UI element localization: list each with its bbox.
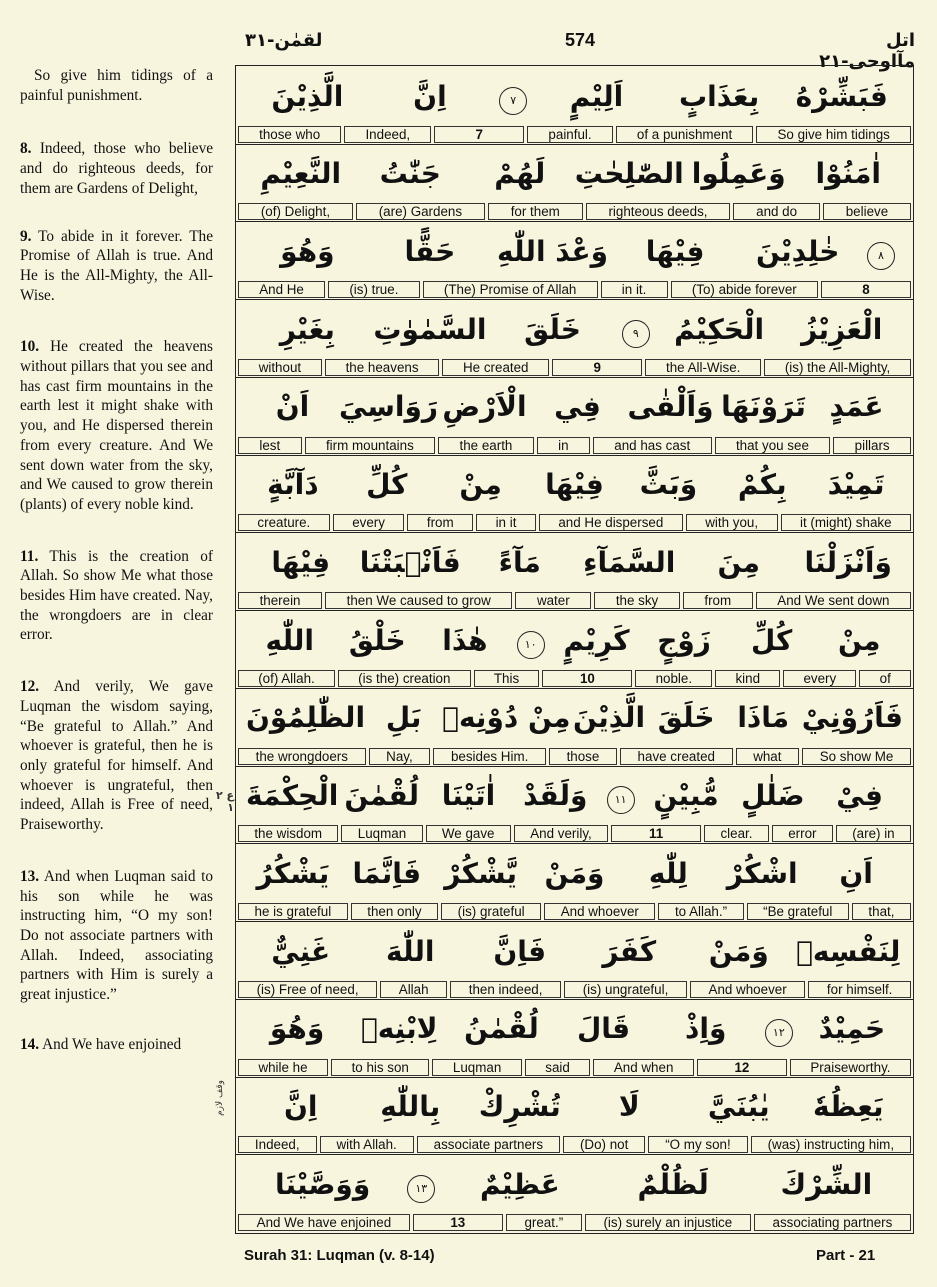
word-translation: and He dispersed — [539, 514, 683, 531]
arabic-word: كَفَرَ — [602, 934, 657, 968]
translation-line — [238, 514, 911, 531]
arabic-word: وَعَمِلُوا — [691, 157, 786, 191]
word-translation: So show Me — [802, 748, 911, 765]
arabic-word: لَا — [618, 1090, 640, 1124]
word-translation: Indeed, — [344, 126, 431, 143]
arabic-line — [236, 377, 913, 437]
word-translation: firm mountains — [305, 437, 436, 454]
verse-row — [236, 843, 913, 922]
verse-number-circle: ٧ — [499, 87, 527, 115]
arabic-word: اَلِيْمٍ — [569, 79, 624, 113]
word-translation: righteous deeds, — [586, 203, 731, 220]
verse-number-circle: ٩ — [622, 320, 650, 348]
arabic-word: قَالَ — [576, 1012, 631, 1046]
arabic-word: جَنّٰتُ — [379, 157, 441, 191]
verse-row — [236, 455, 913, 534]
word-translation: (was) instructing him, — [751, 1136, 911, 1153]
arabic-word: لَهُمْ — [494, 157, 546, 191]
arabic-word: لِنَفْسِهٖ — [796, 934, 901, 968]
verse-row — [236, 1077, 913, 1156]
arabic-word: بِكُمْ — [737, 468, 787, 502]
arabic-line — [236, 144, 913, 204]
arabic-word: ضَلٰلٍ — [741, 779, 805, 813]
word-translation: (is) ungrateful, — [564, 981, 687, 998]
arabic-word: بِاللّٰهِ — [380, 1090, 441, 1124]
translation-line — [238, 126, 911, 143]
translation-line — [238, 1136, 911, 1153]
verse-row — [236, 921, 913, 1000]
word-translation: the All-Wise. — [645, 359, 761, 376]
word-translation: Indeed, — [238, 1136, 317, 1153]
verse-10: 10. He created the heavens without pillars that you see and has cast firm mountains in the earth lest it might shake with you, and He dispersed therein from every creature. And We sent down water from the sky, and We caused to grow therein (plants) of every noble kind. — [20, 338, 213, 513]
arabic-word: السَّمَآءِ — [583, 545, 676, 579]
word-translation: believe — [823, 203, 911, 220]
verse-number-circle: ١١ — [607, 786, 635, 814]
translation-line — [238, 825, 911, 842]
arabic-word: فَاَرُوْنِيْ — [801, 701, 903, 735]
arabic-word: فِيْهَا — [645, 234, 705, 268]
footer-part: Part - 21 — [816, 1247, 876, 1264]
word-translation: in it. — [601, 281, 668, 298]
word-translation: So give him tidings — [756, 126, 911, 143]
arabic-word: تُشْرِكْ — [478, 1090, 561, 1124]
arabic-word: يٰبُنَيَّ — [707, 1090, 770, 1124]
word-translation: that, — [852, 903, 911, 920]
word-translation: And when — [593, 1059, 694, 1076]
ruku-marker: ع ٢ ١ — [215, 789, 234, 814]
arabic-word: لُقْمٰنُ — [464, 1012, 539, 1046]
verse-row — [236, 221, 913, 300]
word-translation: without — [238, 359, 322, 376]
verse-row — [236, 688, 913, 767]
arabic-word: اَنِ — [839, 856, 873, 890]
arabic-word: لِلّٰهِ — [648, 856, 688, 890]
word-translation: (is) Free of need, — [238, 981, 377, 998]
word-translation: besides Him. — [433, 748, 546, 765]
word-translation: to his son — [331, 1059, 429, 1076]
word-translation: while he — [238, 1059, 328, 1076]
word-translation: (Do) not — [563, 1136, 645, 1153]
arabic-line — [236, 299, 913, 359]
word-translation: those who — [238, 126, 341, 143]
verse-11: 11. This is the creation of Allah. So show Me what those besides Him have created. Nay, the wrongdoers are in clear error. — [20, 547, 213, 644]
arabic-word: فَاَنْۢبَتْنَا — [359, 545, 461, 579]
word-translation: Allah — [380, 981, 447, 998]
verse-row — [236, 144, 913, 223]
arabic-word: وَمَنْ — [544, 856, 605, 890]
arabic-word: كُلِّ — [750, 623, 793, 657]
word-translation: Luqman — [432, 1059, 521, 1076]
word-translation: have created — [620, 748, 733, 765]
arabic-word: السَّمٰوٰتِ — [373, 312, 487, 346]
verse-13: 13. And when Luqman said to his son while he was instructing him, “O my son! Do not associate partners with Allah. Indeed, associating partners with Him is surely a great injustice.” — [20, 867, 213, 1004]
word-translation: for himself. — [808, 981, 911, 998]
arabic-word: لُقْمٰنَ — [344, 779, 420, 813]
arabic-word: وَاِذْ — [685, 1012, 727, 1046]
translation-line — [238, 203, 911, 220]
word-translation: in it — [476, 514, 536, 531]
verse-end-marker — [757, 1010, 801, 1047]
word-translation: great.” — [506, 1214, 582, 1231]
word-translation: the wisdom — [238, 825, 338, 842]
arabic-word: فِي — [554, 390, 601, 424]
arabic-line — [236, 688, 913, 748]
translation-line — [238, 437, 911, 454]
verse-number-label: 8 — [821, 281, 911, 298]
arabic-line — [236, 1154, 913, 1214]
word-translation: the wrongdoers — [238, 748, 366, 765]
word-translation: kind — [715, 670, 780, 687]
word-translation: (is) surely an injustice — [585, 1214, 751, 1231]
word-translation: Praiseworthy. — [790, 1059, 911, 1076]
arabic-word: اٰتَيْنَا — [441, 779, 496, 813]
word-translation: then only — [351, 903, 438, 920]
arabic-word: مِنْ — [837, 623, 881, 657]
arabic-word: حَقًّا — [404, 234, 456, 268]
arabic-word: بِعَذَابٍ — [678, 79, 760, 113]
verse-end-marker — [599, 777, 643, 814]
arabic-word: اِنَّ — [413, 79, 447, 113]
arabic-word: وَمَنْ — [708, 934, 769, 968]
verse-end-marker — [614, 311, 658, 348]
arabic-word: وَبَثَّ — [639, 468, 698, 502]
word-translation: “O my son! — [648, 1136, 747, 1153]
translation-line — [238, 981, 911, 998]
verse-number-label: 9 — [552, 359, 642, 376]
word-translation: said — [525, 1059, 591, 1076]
word-translation: then indeed, — [450, 981, 561, 998]
verse-row — [236, 999, 913, 1078]
arabic-word: بِغَيْرِ — [279, 312, 335, 346]
verse-number-circle: ١٠ — [517, 631, 545, 659]
verse-row — [236, 610, 913, 689]
arabic-word: اشْكُرْ — [726, 856, 798, 890]
arabic-word: الَّذِيْنَ — [573, 701, 646, 735]
word-translation: He created — [442, 359, 549, 376]
verse-end-marker — [859, 233, 903, 270]
word-translation: with you, — [686, 514, 778, 531]
word-translation: (is) true. — [328, 281, 420, 298]
word-translation: lest — [238, 437, 302, 454]
arabic-word: اٰمَنُوْا — [815, 157, 881, 191]
word-translation: And verily, — [514, 825, 608, 842]
arabic-word: الشِّرْكَ — [780, 1167, 873, 1201]
arabic-word: خٰلِدِيْنَ — [755, 234, 840, 268]
word-translation: (To) abide forever — [671, 281, 818, 298]
word-translation: water — [515, 592, 591, 609]
arabic-word: رَوَاسِيَ — [339, 390, 438, 424]
word-translation: and has cast — [593, 437, 712, 454]
word-translation: We gave — [426, 825, 511, 842]
arabic-word: فَاِنَّ — [493, 934, 547, 968]
word-translation: in — [537, 437, 590, 454]
verse-end-marker — [491, 78, 535, 115]
arabic-word: فِيْهَا — [271, 545, 331, 579]
word-translation: (is) grateful — [441, 903, 541, 920]
arabic-word: مُّبِيْنٍ — [653, 779, 719, 813]
arabic-word: خَلَقَ — [524, 312, 581, 346]
arabic-word: مَآءً — [498, 545, 541, 579]
arabic-line — [236, 766, 913, 826]
arabic-word: حَمِيْدٌ — [818, 1012, 886, 1046]
word-translation: he is grateful — [238, 903, 348, 920]
translation-line — [238, 1059, 911, 1076]
arabic-line — [236, 999, 913, 1059]
arabic-line — [236, 921, 913, 981]
verse-row — [236, 1154, 913, 1232]
verse-row — [236, 766, 913, 845]
arabic-word: الصّٰلِحٰتِ — [574, 157, 684, 191]
footer-surah-reference: Surah 31: Luqman (v. 8-14) — [244, 1247, 435, 1264]
word-translation: “Be grateful — [747, 903, 849, 920]
word-translation: (are) Gardens — [356, 203, 485, 220]
word-translation: (is the) creation — [338, 670, 471, 687]
arabic-word: خَلْقُ — [348, 623, 406, 657]
header-surah-name: لقمٰن-٣١ — [245, 30, 323, 51]
word-translation: error — [772, 825, 833, 842]
word-translation: from — [683, 592, 753, 609]
translation-line — [238, 903, 911, 920]
word-translation: noble. — [635, 670, 712, 687]
word-translation: Luqman — [341, 825, 422, 842]
arabic-word: لِابْنِهٖ — [360, 1012, 438, 1046]
word-translation: the heavens — [325, 359, 439, 376]
arabic-word: وَهُوَ — [280, 234, 335, 268]
word-translation: pillars — [833, 437, 911, 454]
arabic-line — [236, 66, 913, 126]
arabic-word: اللّٰهِ — [265, 623, 314, 657]
word-translation: from — [407, 514, 473, 531]
arabic-word: يَشْكُرُ — [256, 856, 330, 890]
translation-column — [20, 66, 213, 1054]
arabic-line — [236, 1077, 913, 1137]
arabic-word: عَمَدٍ — [829, 390, 884, 424]
verse-number-label: 13 — [413, 1214, 503, 1231]
word-translation: painful. — [527, 126, 612, 143]
arabic-line — [236, 221, 913, 281]
word-translation: And We have enjoined — [238, 1214, 410, 1231]
arabic-word: عَظِيْمٌ — [479, 1167, 560, 1201]
word-translation: (of) Delight, — [238, 203, 353, 220]
arabic-word: الْعَزِيْزُ — [801, 312, 883, 346]
word-translation: what — [736, 748, 800, 765]
arabic-word: فِيْ — [836, 779, 883, 813]
word-translation: This — [474, 670, 540, 687]
waqf-marker: وقف لازم — [215, 1080, 225, 1116]
word-translation: clear. — [704, 825, 769, 842]
word-translation: it (might) shake — [781, 514, 911, 531]
word-by-word-box — [235, 65, 914, 1234]
word-translation: the sky — [594, 592, 680, 609]
arabic-line — [236, 843, 913, 903]
word-translation: then We caused to grow — [325, 592, 512, 609]
header-juz-name: اتل مآاوحی-٢١ — [819, 30, 915, 72]
arabic-word: كَرِيْمٍ — [563, 623, 630, 657]
arabic-word: غَنِيٌّ — [271, 934, 331, 968]
arabic-word: النَّعِيْمِ — [260, 157, 342, 191]
arabic-word: اِنَّ — [284, 1090, 318, 1124]
translation-line — [238, 748, 911, 765]
word-translation: (The) Promise of Allah — [423, 281, 598, 298]
translation-line — [238, 670, 911, 687]
arabic-word: وَعْدَ اللّٰهِ — [497, 234, 608, 268]
arabic-word: وَهُوَ — [269, 1012, 325, 1046]
word-translation: And He — [238, 281, 325, 298]
arabic-line — [236, 532, 913, 592]
verse-number-label: 7 — [434, 126, 524, 143]
arabic-word: بَلِ — [385, 701, 422, 735]
verse-number-circle: ١٢ — [765, 1019, 793, 1047]
arabic-word: اللّٰهَ — [385, 934, 435, 968]
word-translation: associate partners — [417, 1136, 560, 1153]
arabic-line — [236, 455, 913, 515]
arabic-word: وَلَقَدْ — [523, 779, 588, 813]
arabic-word: تَرَوْنَهَا — [721, 390, 806, 424]
word-translation: (of) Allah. — [238, 670, 335, 687]
verse-number-label: 11 — [611, 825, 701, 842]
arabic-word: اَنْ — [275, 390, 310, 424]
arabic-word: فَاِنَّمَا — [352, 856, 422, 890]
verse-9: 9. To abide in it forever. The Promise of Allah is true. And He is the All-Mighty, the All-Wise. — [20, 227, 213, 304]
arabic-word: فَبَشِّرْهُ — [795, 79, 888, 113]
word-translation: every — [783, 670, 856, 687]
word-translation: of — [859, 670, 911, 687]
verse-number-label: 10 — [542, 670, 632, 687]
word-translation: (are) in — [836, 825, 911, 842]
verse-row — [236, 377, 913, 456]
verse-7-end: So give him tidings of a painful punishment. — [20, 67, 213, 104]
verse-number-label: 12 — [697, 1059, 787, 1076]
word-translation: And whoever — [544, 903, 655, 920]
arabic-word: يَعِظُهٗ — [812, 1090, 884, 1124]
word-translation: that you see — [715, 437, 831, 454]
arabic-word: الظّٰلِمُوْنَ — [246, 701, 366, 735]
arabic-word: وَاَلْقٰى — [627, 390, 714, 424]
word-translation: And whoever — [690, 981, 805, 998]
translation-line — [238, 281, 911, 298]
arabic-word: فِيْهَا — [545, 468, 604, 502]
word-translation: every — [333, 514, 405, 531]
arabic-line — [236, 610, 913, 670]
verse-12: 12. And verily, We gave Luqman the wisdom saying, “Be grateful to Allah.” And whoever is grateful, then he is only grateful for himself. And whoever is ungrateful, then indeed, Allah is Free of need, Praiseworthy. — [20, 678, 213, 834]
arabic-word: دَآبَّةٍ — [267, 468, 319, 502]
word-translation: those — [549, 748, 617, 765]
verse-14-start: 14. And We have enjoined — [20, 1035, 182, 1053]
arabic-word: مَاذَا — [737, 701, 790, 735]
arabic-word: وَاَنْزَلْنَا — [804, 545, 892, 579]
word-translation: creature. — [238, 514, 330, 531]
arabic-word: كُلِّ — [366, 468, 408, 502]
page-number: 574 — [564, 30, 596, 50]
verse-number-circle: ٨ — [867, 242, 895, 270]
verse-row — [236, 299, 913, 378]
arabic-word: الْحِكْمَةَ — [245, 779, 339, 813]
verse-row — [236, 532, 913, 611]
arabic-word: هٰذَا — [442, 623, 488, 657]
word-translation: of a punishment — [616, 126, 754, 143]
arabic-word: تَمِيْدَ — [827, 468, 885, 502]
translation-line — [238, 359, 911, 376]
arabic-word: مِنْ دُوْنِهٖ — [442, 701, 571, 735]
word-translation: therein — [238, 592, 322, 609]
word-translation: Nay, — [369, 748, 431, 765]
arabic-word: مِنَ — [717, 545, 761, 579]
verse-row — [236, 66, 913, 145]
arabic-word: وَوَصَّيْنَا — [275, 1167, 371, 1201]
word-translation: and do — [733, 203, 820, 220]
verse-end-marker — [399, 1166, 443, 1203]
arabic-word: الَّذِيْنَ — [271, 79, 344, 113]
word-translation: associating partners — [754, 1214, 911, 1231]
verse-end-marker — [509, 622, 553, 659]
arabic-word: الْحَكِيْمُ — [674, 312, 765, 346]
arabic-word: زَوْجٍ — [657, 623, 711, 657]
verse-number-circle: ١٣ — [407, 1175, 435, 1203]
translation-line — [238, 1214, 911, 1231]
word-translation: And We sent down — [756, 592, 911, 609]
arabic-word: مِنْ — [459, 468, 502, 502]
arabic-word: يَّشْكُرْ — [444, 856, 517, 890]
arabic-word: لَظُلْمٌ — [637, 1167, 709, 1201]
arabic-word: خَلَقَ — [657, 701, 715, 735]
word-translation: to Allah.” — [658, 903, 743, 920]
word-translation: (is) the All-Mighty, — [764, 359, 911, 376]
verse-8: 8. Indeed, those who believe and do righteous deeds, for them are Gardens of Delight, — [20, 140, 214, 197]
word-translation: for them — [488, 203, 583, 220]
arabic-word: الْاَرْضِ — [442, 390, 527, 424]
word-translation: with Allah. — [320, 1136, 414, 1153]
translation-line — [238, 592, 911, 609]
word-translation: the earth — [438, 437, 534, 454]
